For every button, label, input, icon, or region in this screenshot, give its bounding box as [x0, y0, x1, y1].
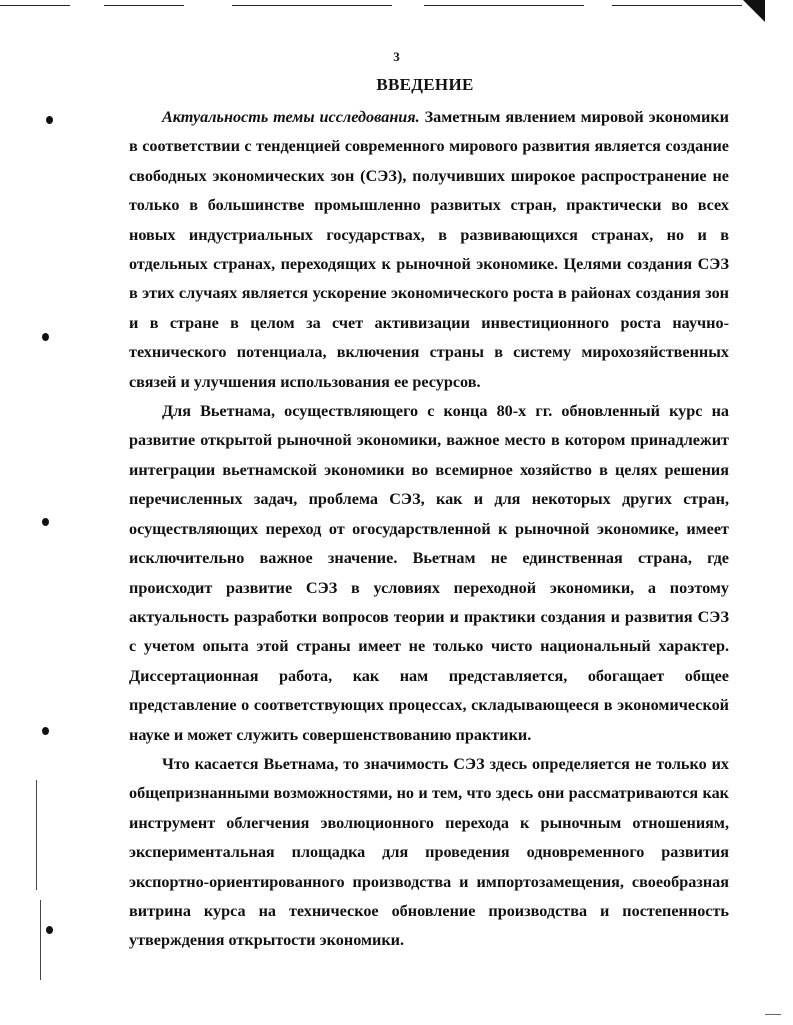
- paragraph-lead: Актуальность темы исследования.: [162, 108, 420, 126]
- paragraph-2: [129, 397, 729, 750]
- body-text: [129, 103, 729, 956]
- scan-line: [232, 5, 392, 6]
- scan-margin-line: [36, 780, 37, 890]
- scan-line: [104, 5, 184, 6]
- paragraph-3: [129, 750, 729, 956]
- binding-hole-mark: [46, 926, 53, 934]
- scan-line: [424, 5, 584, 6]
- paragraph-text: Для Вьетнама, осуществляющего с конца 80-х гг. обновленный курс на развитие открытой рыночной экономики, важное место в котором принадлежит интеграции вьетнамской экономики во всемирное хозяйство в целях решения перечисленных задач, проблема СЭЗ, как и для некоторых других стран, осуществляющих переход от огосударствленной к рыночной экономике, имеет исключительно важное значение. Вьетнам не единственная страна, где происходит развитие СЭЗ в условиях переходной экономики, а поэтому актуальность разработки вопросов теории и практики создания и развития СЭЗ с учетом опыта этой страны имеет не только чисто национальный характер. Диссертационная работа, как нам представляется, обогащает общее представление о соответствующих процессах, складывающееся в экономической науке и может служить совершенствованию практики.: [129, 402, 729, 744]
- page-heading: ВВЕДЕНИЕ: [376, 75, 474, 94]
- binding-hole-mark: [42, 518, 49, 526]
- scan-top-border: [0, 0, 793, 14]
- page-number: 3: [393, 49, 400, 64]
- scan-line: [0, 5, 70, 6]
- binding-hole-mark: [42, 727, 49, 735]
- binding-hole-mark: [42, 333, 49, 341]
- binding-hole-mark: [46, 116, 53, 124]
- paragraph-text: Заметным явлением мировой экономики в соответствии с тенденцией современного мирового развития является создание свободных экономических зон (СЭЗ), получивших широкое распространение не только в большинстве промышленно развитых стран, практически во всех новых индустриальных государствах, в развивающихся странах, но и в отдельных странах, переходящих к рыночной экономике. Целями создания СЭЗ в этих случаях является ускорение экономического роста в районах создания зон и в стране в целом за счет активизации инвестиционного роста научно-технического потенциала, включения страны в систему мирохозяйственных связей и улучшения использования ее ресурсов.: [129, 108, 729, 391]
- page-corner-mark: [743, 0, 765, 22]
- scan-margin-line: [40, 900, 41, 980]
- scan-line: [612, 5, 742, 6]
- paragraph-text: Что касается Вьетнама, то значимость СЭЗ здесь определяется не только их общепризнанными возможностями, но и тем, что здесь они рассматриваются как инструмент облегчения эволюционного перехода к рыночным отношениям, экспериментальная площадка для проведения одновременного развития экспортно-ориентированного производства и импортозамещения, своеобразная витрина курса на техническое обновление производства и постепенность утверждения открытости экономики.: [129, 754, 729, 950]
- scan-foot-mark: [765, 1014, 781, 1015]
- paragraph-1: [129, 103, 729, 397]
